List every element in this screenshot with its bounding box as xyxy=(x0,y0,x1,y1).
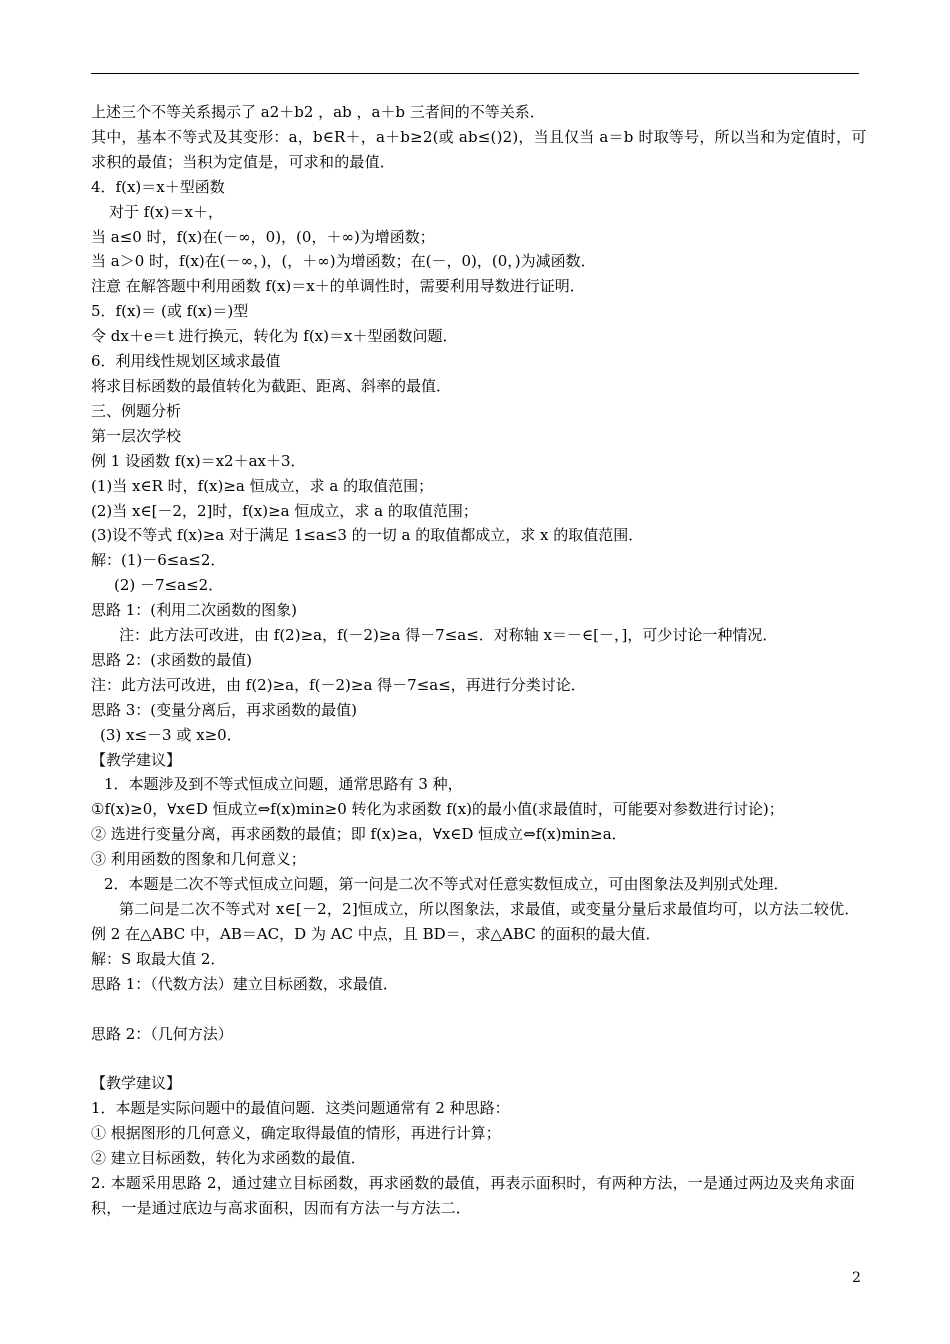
text-line: 上述三个不等关系揭示了 a2＋b2 ，ab ，a＋b 三者间的不等关系． xyxy=(91,103,545,121)
section-heading: 【教学建议】 xyxy=(91,750,182,769)
section-heading: 5．f(x)＝ (或 f(x)＝)型 xyxy=(91,302,249,321)
text-line: ② 建立目标函数，转化为求函数的最值． xyxy=(91,1149,366,1168)
section-heading: 【教学建议】 xyxy=(91,1074,182,1093)
text-line: 1．本题涉及到不等式恒成立问题，通常思路有 3 种， xyxy=(104,775,463,794)
text-paragraph: 2. 本题采用思路 2，通过建立目标函数，再求函数的最值，再表示面积时，有两种方法，一是通过两边及夹角求面积，一是通过底边与高求面积，因而有方法一与方法二． xyxy=(91,1173,855,1217)
example-heading: 例 2 在△ABC 中，AB＝AC，D 为 AC 中点，且 BD＝，求△ABC 的面积的最大值． xyxy=(91,924,661,943)
text-line: 思路 1：（代数方法）建立目标函数，求最值． xyxy=(91,974,398,993)
document-body xyxy=(91,100,867,1221)
text-line: (3)设不等式 f(x)≥a 对于满足 1≤a≤3 的一切 a 的取值都成立，求 x 的取值范围． xyxy=(91,526,644,545)
text-line: 注：此方法可改进，由 f(2)≥a，f(－2)≥a 得－7≤a≤，再进行分类讨论． xyxy=(91,675,586,694)
section-heading: 6．利用线性规划区域求最值 xyxy=(91,352,281,371)
text-line: 1．本题是实际问题中的最值问题．这类问题通常有 2 种思路： xyxy=(91,1099,510,1118)
text-line: 将求目标函数的最值转化为截距、距离、斜率的最值． xyxy=(91,376,452,395)
text-line: 2．本题是二次不等式恒成立问题，第一问是二次不等式对任意实数恒成立，可由图象法及判别式处理． xyxy=(104,875,789,894)
text-line: (2)当 x∈[－2，2]时，f(x)≥a 恒成立，求 a 的取值范围； xyxy=(91,501,478,520)
header-rule xyxy=(91,73,859,74)
text-line: 注：此方法可改进，由 f(2)≥a，f(－2)≥a 得－7≤a≤．对称轴 x＝－∈[－，]，可少讨论一种情况． xyxy=(119,626,778,645)
text-line: 对于 f(x)＝x＋， xyxy=(109,202,223,221)
text-line: ③ 利用函数的图象和几何意义； xyxy=(91,850,306,869)
text-line: 令 dx＋e＝t 进行换元，转化为 f(x)＝x＋型函数问题． xyxy=(91,327,458,346)
text-line: (3) x≤－3 或 x≥0． xyxy=(100,725,242,744)
text-line: 思路 2：（几何方法） xyxy=(91,1024,233,1043)
page-number: 2 xyxy=(852,1270,861,1286)
text-paragraph: 其中，基本不等式及其变形：a，b∈R＋，a＋b≥2(或 ab≤()2)，当且仅当 a＝b 时取等号，所以当和为定值时，可求积的最值；当积为定值是，可求和的最值． xyxy=(91,127,867,171)
text-line: ①f(x)≥0，∀x∈D 恒成立⇔f(x)min≥0 转化为求函数 f(x)的最小值(求最值时，可能要对参数进行讨论)； xyxy=(91,800,784,819)
text-line: 思路 2：(求函数的最值) xyxy=(91,650,253,669)
section-heading: 三、例题分析 xyxy=(91,401,182,420)
text-line: 注意 在解答题中利用函数 f(x)＝x＋的单调性时，需要利用导数进行证明． xyxy=(91,277,585,296)
blank-line xyxy=(91,997,867,1022)
section-heading: 4．f(x)＝x＋型函数 xyxy=(91,177,225,196)
text-line: 思路 3：(变量分离后，再求函数的最值) xyxy=(91,700,358,719)
text-line: 解：S 取最大值 2． xyxy=(91,949,226,968)
text-line: 当 a≤0 时，f(x)在(－∞，0)，(0，＋∞)为增函数； xyxy=(91,227,435,246)
text-line: ① 根据图形的几何意义，确定取得最值的情形，再进行计算； xyxy=(91,1124,501,1143)
text-line: 第一层次学校 xyxy=(91,426,182,445)
text-line: 当 a＞0 时，f(x)在(－∞，)，(，＋∞)为增函数；在(－，0)，(0，)为减函数． xyxy=(91,252,596,271)
blank-line xyxy=(91,1046,867,1071)
text-line: 解：(1)－6≤a≤2． xyxy=(91,551,226,570)
example-heading: 例 1 设函数 f(x)＝x2＋ax＋3． xyxy=(91,451,306,470)
text-paragraph: 第二问是二次不等式对 x∈[－2，2]恒成立，所以图象法，求最值，或变量分量后求最值均可，以方法二较优． xyxy=(119,900,860,918)
text-line: ② 选进行变量分离，再求函数的最值；即 f(x)≥a，∀x∈D 恒成立⇔f(x)min≥a． xyxy=(91,825,627,844)
text-line: (2) －7≤a≤2． xyxy=(114,576,224,595)
text-line: 思路 1：(利用二次函数的图象) xyxy=(91,601,298,620)
text-line: (1)当 x∈R 时，f(x)≥a 恒成立，求 a 的取值范围； xyxy=(91,476,434,495)
